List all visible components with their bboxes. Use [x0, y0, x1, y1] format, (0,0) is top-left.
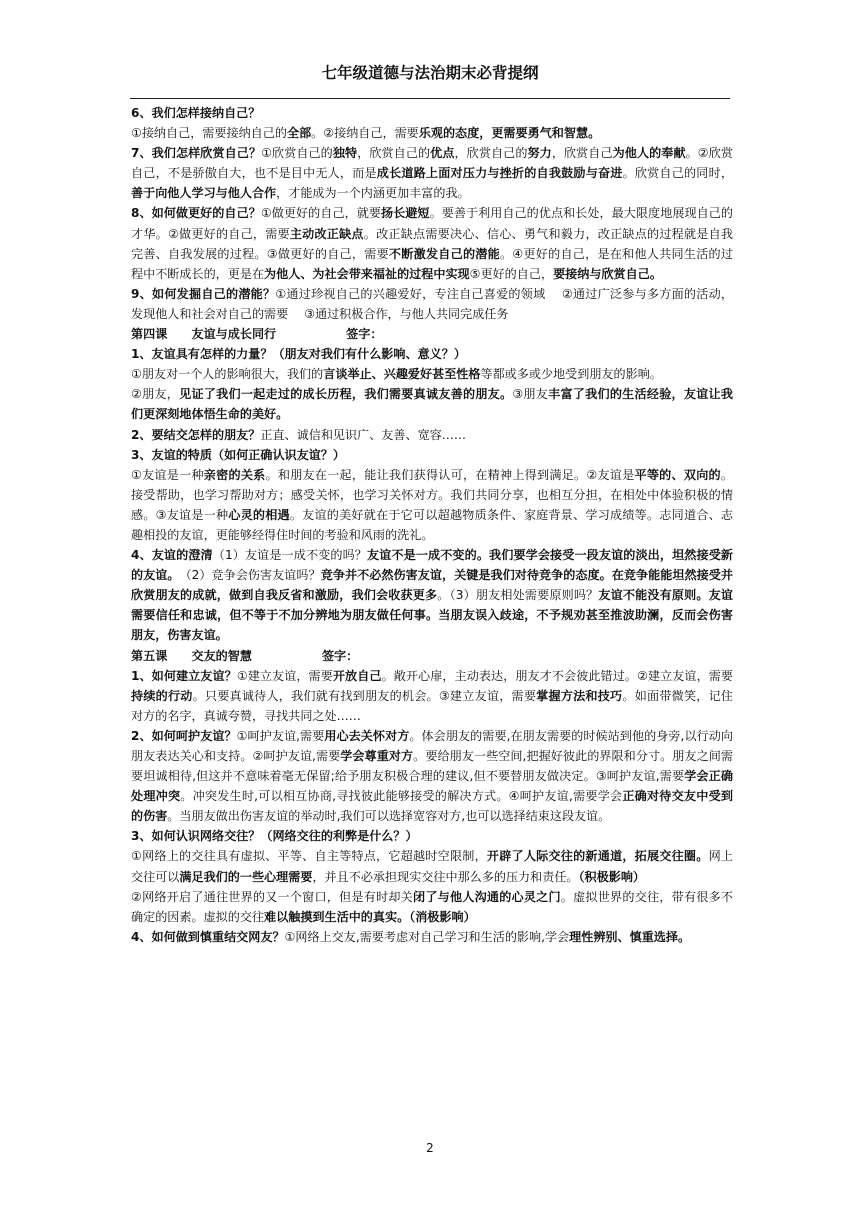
answer-text: 。友谊的美好就在于它可以超越物质条件、家庭背景、学习成绩等。志同道合、志趣相投的友谊，更能够经得住时间的考验和风雨的洗礼。: [131, 507, 733, 542]
key-point: 言谈举止、兴趣爱好甚至性格: [323, 367, 481, 382]
answer-text: 。②接纳自己，需要: [311, 126, 419, 141]
question-8: [131, 203, 733, 283]
lesson-5-question-2: [131, 726, 733, 826]
question-heading: 1、友谊具有怎样的力量？（朋友对我们有什么影响、意义？）: [131, 347, 466, 362]
answer-text: ②朋友，: [131, 387, 180, 402]
answer-text: 。只要真诚待人，我们就有找到朋友的机会。③建立友谊，需要: [192, 688, 537, 703]
answer-text: 。欣赏自己的同时，: [622, 166, 733, 181]
key-point: 学会尊重对方: [340, 749, 414, 763]
key-point: 平等的、双向的: [634, 467, 721, 482]
question-heading: 8、如何做更好的自己？: [131, 206, 261, 221]
answer-text: 。改正缺点需要决心、信心、勇气和毅力，改正缺点的过程就是自我完善、自我发展的过程。③做更好的自己，需要: [131, 226, 733, 261]
key-point: 满足我们的一些心理需要: [179, 869, 313, 884]
answer-text: ，欣赏自己的: [454, 146, 528, 161]
question-heading: 1、如何建立友谊？: [131, 668, 237, 683]
answer-text: 等都或多或少地受到朋友的影响。: [480, 367, 662, 382]
lesson-5-answer-3a: [131, 846, 733, 886]
key-point: 为他人、为社会带来福祉的过程中实现: [264, 266, 470, 281]
header-rule: [130, 98, 730, 99]
key-point: 努力: [527, 146, 552, 161]
lesson-5-question-4: [131, 927, 733, 947]
key-point: 乐观的态度，更需要勇气和智慧。: [418, 126, 601, 141]
answer-text: ①呵护友谊,需要: [236, 728, 325, 743]
key-point: 难以触摸到生活中的真实。（消极影响）: [264, 909, 476, 924]
answer-text: ，欣赏自己: [551, 146, 613, 161]
key-point: 正确对待交友中受到的伤害: [131, 789, 733, 824]
answer-text: 。和朋友在一起，能让我们获得认可，在精神上得到满足。②友谊是: [265, 467, 635, 482]
page-title: 七年级道德与法治期末必背提纲: [321, 64, 539, 82]
key-point: 学会正确处理冲突: [131, 769, 733, 804]
key-point: 用心去关怀对方: [324, 728, 410, 743]
key-point: 见证了我们一起走过的成长历程，我们需要真诚友善的朋友。: [179, 387, 513, 402]
signature-label: 签字：: [346, 327, 383, 342]
key-point: 全部: [286, 126, 312, 141]
answer-text: ①网络上交友,需要考虑对自己学习和生活的影响,学会: [284, 929, 570, 944]
answer-text: ①朋友对一个人的影响很大，我们的: [131, 367, 324, 382]
key-point: 善于向他人学习与他人合作: [131, 186, 277, 201]
answer-text: ①通过珍视自己的兴趣爱好，专注自己喜爱的领域 ②通过广泛参与多方面的活动，发现他人和社会对自己的需要 ③通过积极合作，与他人共同完成任务: [131, 286, 733, 321]
question-heading: 3、友谊的特质（如何正确认识友谊？）: [131, 447, 346, 462]
answer-text: ①网络上的交往具有虚拟、平等、自主等特点，它超越时空限制，: [131, 849, 487, 864]
answer-text: （1）友谊是一成不变的吗？: [212, 548, 367, 563]
lesson-4-question-3: [131, 445, 733, 465]
answer-text: ①建立友谊，需要: [236, 668, 333, 683]
key-point: 为他人的奉献: [612, 146, 686, 161]
question-7: [131, 143, 733, 203]
key-point: 丰富了我们的生活经验，友谊让我们更深刻地体悟生命的美好。: [131, 387, 733, 422]
answer-text: ，才能成为一个内涵更加丰富的我。: [276, 186, 470, 201]
answer-text: 。体会朋友的需要,在朋友需要的时候站到他的身旁,以行动向朋友表达关心和支持。②呵护友谊,需要: [131, 728, 733, 763]
key-point: 要接纳与欣赏自己。: [553, 266, 662, 281]
question-9: [131, 284, 733, 324]
answer-text: （2）竞争会伤害友谊吗？: [173, 568, 321, 583]
lesson-4-answer-1b: [131, 384, 733, 424]
answer-text: ，欣赏自己的: [357, 146, 431, 161]
question-heading: 4、友谊的澄清: [131, 548, 213, 563]
lesson-4-answer-1a: [131, 364, 733, 384]
answer-text: ②网络开启了通往世界的又一个窗口，但是有时却关: [131, 889, 413, 904]
key-point: 心灵的相遇: [228, 507, 290, 522]
question-heading: 4、如何做到慎重结交网友？: [131, 929, 285, 944]
key-point: 掌握方法和技巧: [536, 688, 623, 703]
answer-text: 。（3）朋友相处需要原则吗？: [437, 588, 599, 603]
lesson-4-answer-3: [131, 465, 733, 545]
answer-text: 。虚拟世界的交往，带有很多不确定的因素。虚拟的交往: [131, 889, 733, 924]
key-point: 亲密的关系: [203, 467, 266, 482]
page-number: 2: [426, 1141, 434, 1155]
answer-text: 。②欣赏自己，不是骄傲自大，也不是目中无人，而是: [131, 146, 733, 181]
answer-text: ⑤更好的自己，: [469, 266, 554, 281]
answer-6: [131, 123, 733, 143]
lesson-5-question-3: [131, 826, 733, 846]
key-point: 闭了与他人沟通的心灵之门: [413, 889, 561, 904]
key-point: 竞争并不必然伤害友谊，关键是我们对待竞争的态度。在竞争能能坦然接受并欣赏朋友的成就，做到自我反省和激励，我们会收获更多: [131, 568, 733, 603]
document-body: [131, 103, 733, 947]
key-point: 独特: [332, 146, 358, 161]
key-point: 理性辨别、慎重选择。: [569, 929, 691, 944]
question-6: [131, 103, 733, 123]
lesson-4-question-4: [131, 545, 733, 645]
lesson-5-heading: [131, 646, 733, 666]
answer-text: ①友谊是一种: [131, 467, 204, 482]
answer-text: 。敞开心扉，主动表达，朋友才不会彼此错过。②建立友谊，需要: [381, 668, 734, 683]
question-heading: 3、如何认识网络交往？（网络交往的利弊是什么？）: [131, 829, 418, 844]
answer-text: 正直、诚信和见识广、友善、宽容……: [260, 427, 466, 442]
question-heading: 2、要结交怎样的朋友？: [131, 427, 261, 442]
key-point: （积极影响）: [578, 869, 646, 884]
key-point: 不断激发自己的潜能: [388, 246, 500, 261]
answer-text: ，并且不必承担现实交往中那么多的压力和责任。: [312, 869, 579, 884]
lesson-title: 第四课 友谊与成长同行: [131, 327, 277, 342]
answer-text: 网上交往可以: [131, 849, 733, 884]
key-point: 开辟了人际交往的新通道，拓展交往圈。: [486, 849, 709, 864]
answer-text: 。要善于利用自己的优点和长处，最大限度地展现自己的才华。②做更好的自己，需要: [131, 206, 733, 241]
key-point: 友谊不是一成不变的。我们要学会接受一段友谊的淡出，坦然接受新的友谊。: [131, 548, 733, 583]
lesson-5-answer-3b: [131, 887, 733, 927]
key-point: 扬长避短: [381, 206, 430, 221]
key-point: 开放自己: [332, 668, 382, 683]
answer-text: ③朋友: [512, 387, 549, 402]
lesson-4-question-1: [131, 344, 733, 364]
key-point: 持续的行动: [131, 688, 193, 703]
question-heading: 2、如何呵护友谊？: [131, 728, 237, 743]
answer-text: 。接受帮助，也学习帮助对方；感受关怀，也学习关怀对方。我们共同分享，也相互分担，在相处中体验积极的情感。③友谊是一种: [131, 467, 733, 522]
key-point: 成长道路上面对压力与挫折的自我鼓励与奋进: [376, 166, 623, 181]
answer-text: ①欣赏自己的: [261, 146, 333, 161]
question-heading: 7、我们怎样欣赏自己？: [131, 146, 262, 161]
lesson-title: 第五课 交友的智慧: [131, 648, 252, 663]
question-heading: 6、我们怎样接纳自己？: [131, 106, 261, 120]
lesson-5-question-1: [131, 666, 733, 726]
lesson-4-question-2: [131, 425, 733, 445]
answer-text: 。当朋友做出伤害友谊的举动时,我们可以选择宽容对方,也可以选择结束这段友谊。: [167, 809, 611, 824]
key-point: 友谊不能没有原则。友谊需要信任和忠诚，但不等于不加分辨地为朋友做任何事。当朋友误入歧途，不予规劝甚至推波助澜，反而会伤害朋友，伤害友谊。: [131, 588, 733, 643]
answer-text: 。要给朋友一些空间,把握好彼此的界限和分寸。朋友之间需要坦诚相待,但这并不意味着毫无保留;给予朋友积极合理的建议,但不要替朋友做决定。③呵护友谊,需要: [131, 749, 733, 784]
lesson-4-heading: [131, 324, 733, 344]
answer-text: 。冲突发生时,可以相互协商,寻找彼此能够接受的解决方式。④呵护友谊,需要学会: [180, 789, 623, 804]
signature-label: 签字：: [321, 648, 359, 663]
answer-text: 。如面带微笑，记住对方的名字，真诚夸赞，寻找共同之处……: [131, 688, 733, 723]
key-point: 优点: [430, 146, 455, 161]
answer-text: ①做更好的自己，就要: [260, 206, 381, 221]
answer-text: ①接纳自己，需要接纳自己的: [131, 126, 287, 141]
question-heading: 9、如何发掘自己的潜能？: [131, 286, 276, 301]
key-point: 主动改正缺点: [289, 226, 364, 241]
answer-text: 。④更好的自己，是在和他人共同生活的过程中不断成长的，更是在: [131, 246, 733, 281]
